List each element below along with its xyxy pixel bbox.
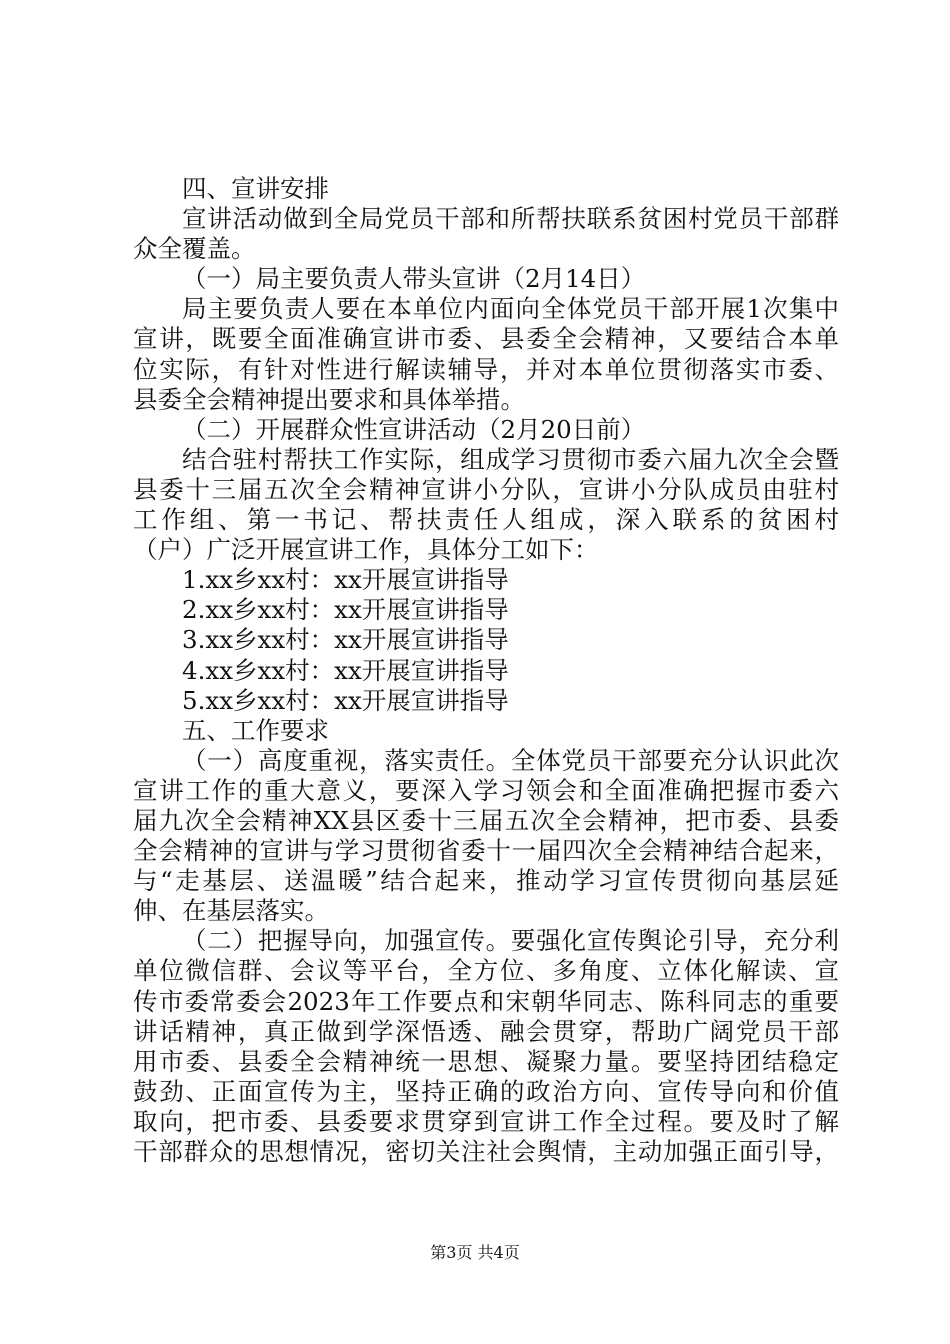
paragraph-line: 讲话精神，真正做到学深悟透、融会贯穿，帮助广阔党员干部: [133, 1016, 839, 1046]
paragraph-line: 位实际，有针对性进行解读辅导，并对本单位贯彻落实市委、: [133, 354, 839, 384]
document-body: [133, 174, 839, 1167]
list-item: 3.xx乡xx村：xx开展宣讲指导: [182, 625, 509, 655]
paragraph-line: 单位微信群、会议等平台，全方位、多角度、立体化解读、宣: [133, 956, 839, 986]
page-number-footer: 第3页 共4页: [430, 1243, 520, 1262]
paragraph-line: 宣讲活动做到全局党员干部和所帮扶联系贫困村党员干部群: [182, 204, 839, 234]
section-heading: 四、宣讲安排: [182, 174, 329, 203]
paragraph-line: 传市委常委会2023年工作要点和宋朝华同志、陈科同志的重要: [133, 986, 839, 1016]
subsection-heading: （二）开展群众性宣讲活动（2月20日前）: [182, 414, 646, 444]
list-item: 5.xx乡xx村：xx开展宣讲指导: [182, 685, 509, 715]
list-item: 2.xx乡xx村：xx开展宣讲指导: [182, 595, 509, 625]
paragraph-line: 取向，把市委、县委要求贯穿到宣讲工作全过程。要及时了解: [133, 1106, 839, 1136]
paragraph-line: 干部群众的思想情况，密切关注社会舆情，主动加强正面引导，: [133, 1137, 839, 1166]
paragraph-line: 结合驻村帮扶工作实际，组成学习贯彻市委六届九次全会暨: [182, 444, 839, 474]
subsection-heading: （一）局主要负责人带头宣讲（2月14日）: [182, 264, 646, 294]
paragraph-line: 鼓劲、正面宣传为主，坚持正确的政治方向、宣传导向和价值: [133, 1076, 839, 1106]
list-item: 1.xx乡xx村：xx开展宣讲指导: [182, 565, 509, 595]
paragraph-line: 届九次全会精神XX县区委十三届五次全会精神，把市委、县委: [133, 805, 839, 835]
paragraph-line: 县委全会精神提出要求和具体举措。: [133, 384, 525, 414]
paragraph-line: （一）高度重视，落实责任。全体党员干部要充分认识此次: [182, 745, 839, 775]
paragraph-line: 伸、在基层落实。: [133, 896, 329, 926]
paragraph-line: 与“走基层、送温暖”结合起来，推动学习宣传贯彻向基层延: [133, 866, 839, 896]
paragraph-line: 县委十三届五次全会精神宣讲小分队，宣讲小分队成员由驻村: [133, 474, 839, 504]
paragraph-line: 用市委、县委全会精神统一思想、凝聚力量。要坚持团结稳定: [133, 1046, 839, 1076]
paragraph-line: 众全覆盖。: [133, 234, 256, 264]
paragraph-line: 工作组、第一书记、帮扶责任人组成，深入联系的贫困村: [133, 505, 839, 535]
paragraph-line: 全会精神的宣讲与学习贯彻省委十一届四次全会精神结合起来，: [133, 836, 839, 866]
paragraph-line: （户）广泛开展宣讲工作，具体分工如下：: [133, 535, 599, 565]
paragraph-line: 局主要负责人要在本单位内面向全体党员干部开展1次集中: [182, 294, 839, 324]
section-heading: 五、工作要求: [182, 715, 329, 745]
paragraph-line: 宣讲工作的重大意义，要深入学习领会和全面准确把握市委六: [133, 775, 839, 805]
paragraph-line: （二）把握导向，加强宣传。要强化宣传舆论引导，充分利: [182, 926, 839, 956]
paragraph-line: 宣讲，既要全面准确宣讲市委、县委全会精神，又要结合本单: [133, 324, 839, 354]
list-item: 4.xx乡xx村：xx开展宣讲指导: [182, 655, 509, 685]
